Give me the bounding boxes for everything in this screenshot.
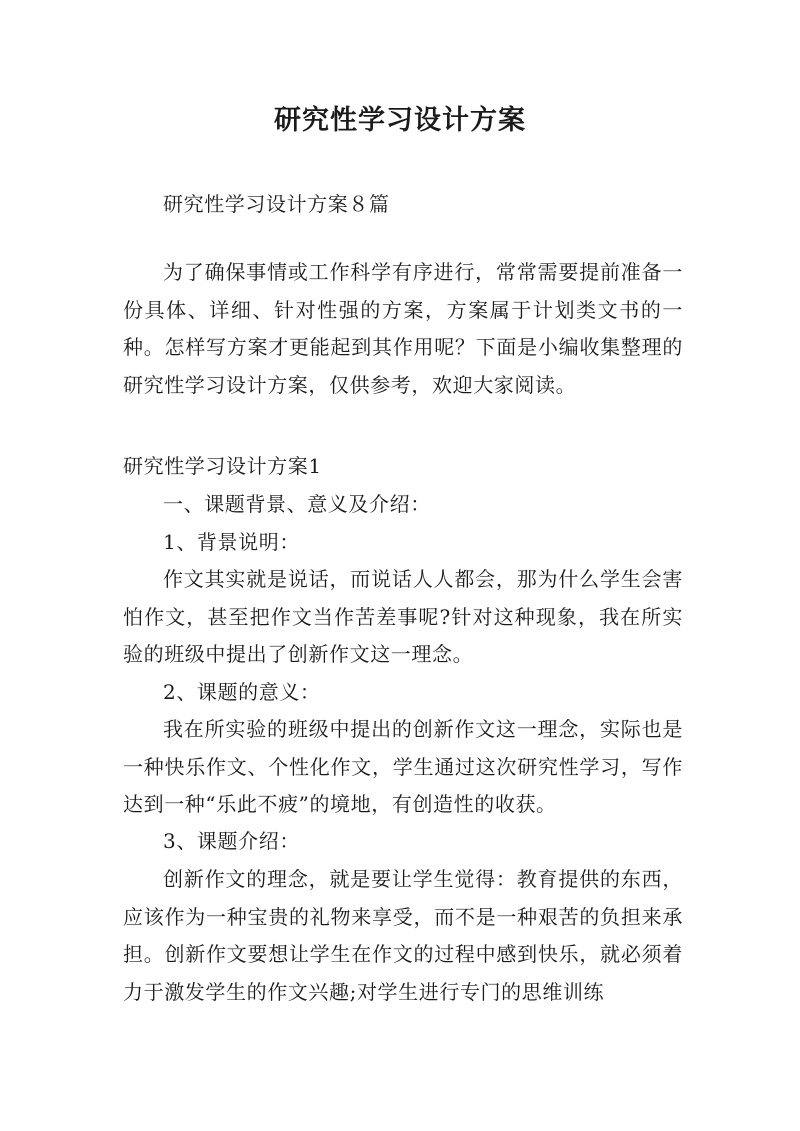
document-title: 研究性学习设计方案 (274, 105, 526, 136)
heading-meaning: 2、课题的意义： (163, 680, 321, 704)
paragraph-meaning: 我在所实验的班级中提出的创新作文这一理念，实际也是一种快乐作文、个性化作文，学生通过这次研究性学习，写作达到一种“乐此不疲”的境地，有创造性的收获。 (123, 717, 683, 816)
paragraph-background: 作文其实就是说话，而说话人人都会，那为什么学生会害怕作文，甚至把作文当作苦差事呢?针对这种现象，我在所实验的班级中提出了创新作文这一理念。 (123, 567, 683, 666)
intro-paragraph: 为了确保事情或工作科学有序进行，常常需要提前准备一份具体、详细、针对性强的方案，方案属于计划类文书的一种。怎样写方案才更能起到其作用呢？下面是小编收集整理的研究性学习设计方案，仅供参考，欢迎大家阅读。 (123, 260, 683, 397)
heading-background: 1、背景说明： (163, 530, 300, 554)
document-subtitle: 研究性学习设计方案８篇 (163, 192, 390, 216)
heading-background-meaning-intro: 一、课题背景、意义及介绍： (163, 492, 431, 516)
paragraph-topic-intro: 创新作文的理念，就是要让学生觉得：教育提供的东西，应该作为一种宝贵的礼物来享受，而不是一种艰苦的负担来承担。创新作文要想让学生在作文的过程中感到快乐，就必须着力于激发学生的作文兴趣;对学生进行专门的思维训练 (123, 867, 683, 1004)
heading-topic-intro: 3、课题介绍： (163, 829, 300, 853)
section-title: 研究性学习设计方案1 (123, 454, 322, 478)
